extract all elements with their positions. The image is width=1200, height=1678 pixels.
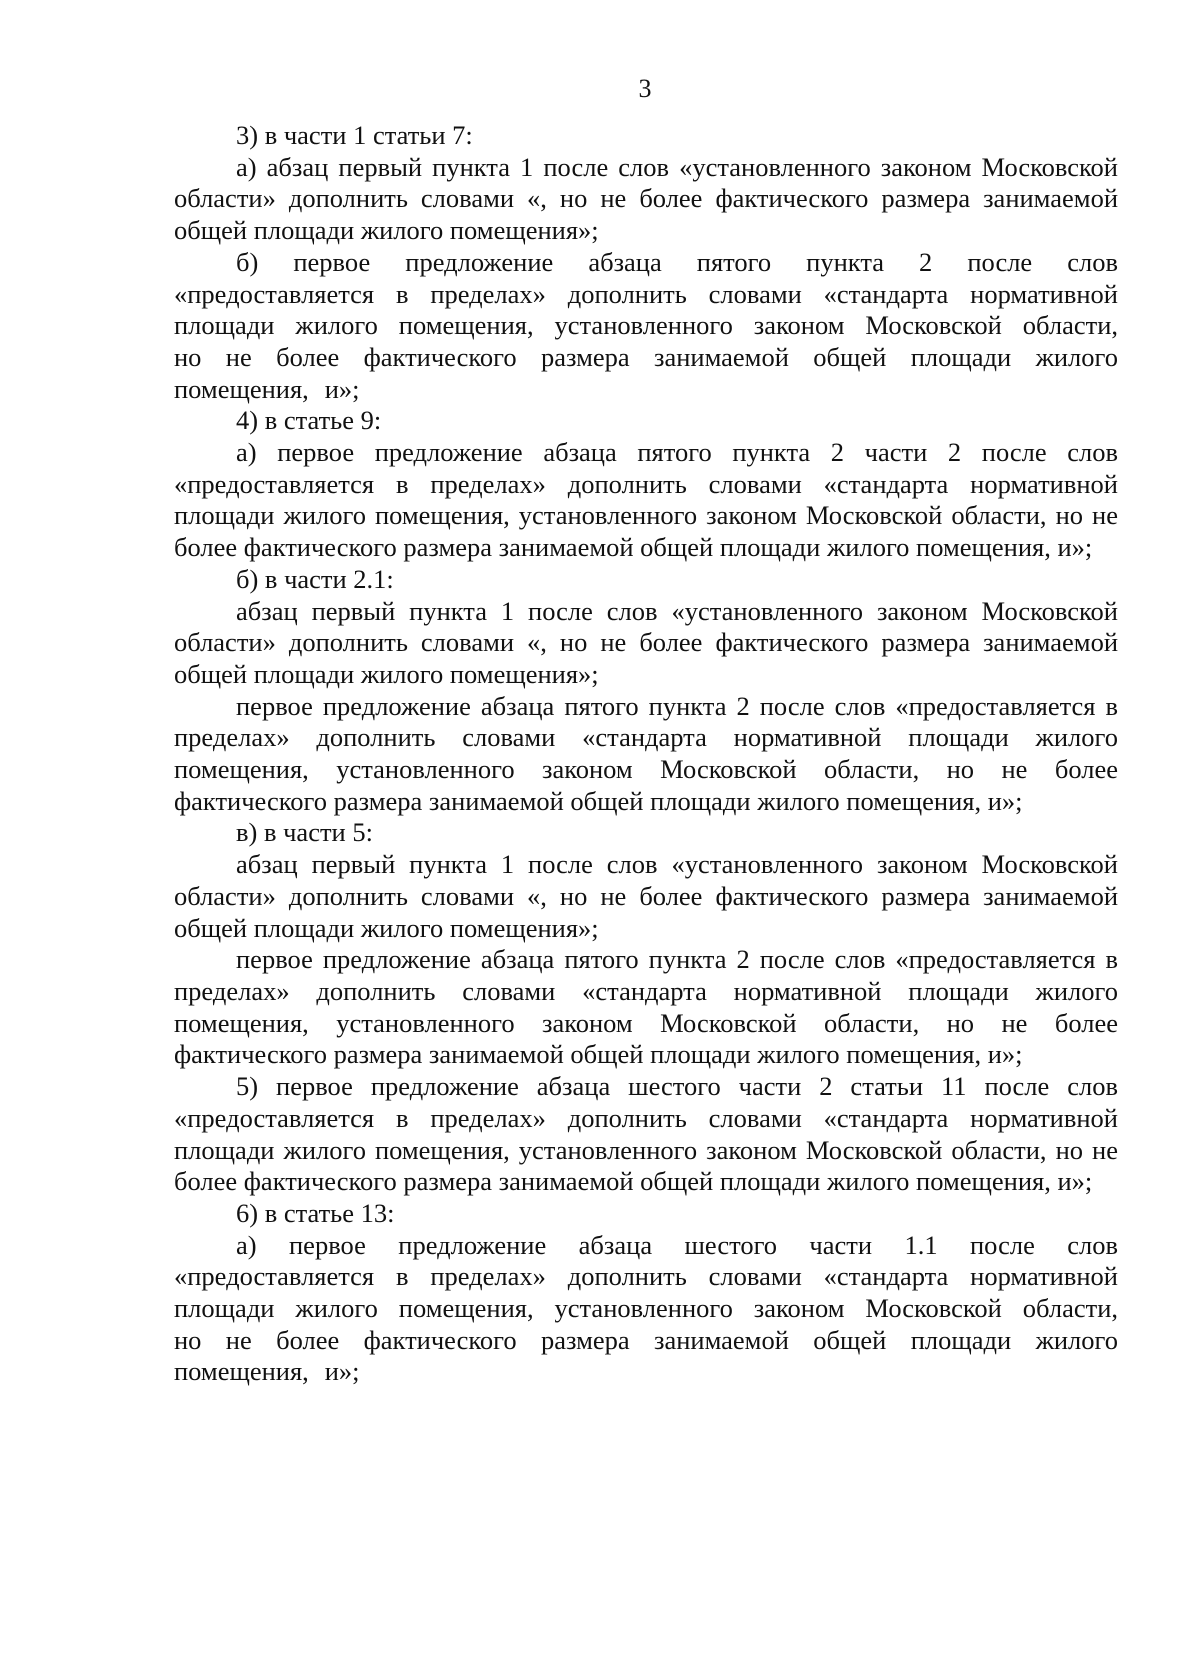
paragraph-item-4a: а) первое предложение абзаца пятого пункта 2 части 2 после слов «предоставляется в пределах» дополнить словами «стандарта нормативной площади жилого помещения, установленного законом Московской области, но не более фактического размера занимаемой общей площади жилого помещения, и»; bbox=[174, 437, 1118, 563]
paragraph-item-4v-2: первое предложение абзаца пятого пункта 2 после слов «предоставляется в пределах» дополнить словами «стандарта нормативной площади жилого помещения, установленного законом Московской области, но не более фактического размера занимаемой общей площади жилого помещения, и»; bbox=[174, 944, 1118, 1070]
document-body bbox=[174, 120, 1118, 1388]
paragraph-item-4-heading: 4) в статье 9: bbox=[236, 405, 382, 436]
paragraph-item-4v-heading: в) в части 5: bbox=[236, 817, 373, 848]
paragraph-item-3a: а) абзац первый пункта 1 после слов «установленного законом Московской области» дополнить словами «, но не более фактического размера занимаемой общей площади жилого помещения»; bbox=[174, 151, 1118, 246]
paragraph-item-6a: а) первое предложение абзаца шестого части 1.1 после слов «предоставляется в пределах» дополнить словами «стандарта нормативной площади жилого помещения, установленного законом Московской области, но не более фактического размера занимаемой общей площади жилого помещения, и»; bbox=[174, 1229, 1118, 1387]
paragraph-item-4b-heading: б) в части 2.1: bbox=[236, 563, 394, 594]
paragraph-item-4b-1: абзац первый пункта 1 после слов «установленного законом Московской области» дополнить словами «, но не более фактического размера занимаемой общей площади жилого помещения»; bbox=[174, 595, 1118, 689]
paragraph-item-4v-1: абзац первый пункта 1 после слов «установленного законом Московской области» дополнить словами «, но не более фактического размера занимаемой общей площади жилого помещения»; bbox=[174, 849, 1118, 943]
paragraph-item-3-heading: 3) в части 1 статьи 7: bbox=[236, 120, 473, 150]
paragraph-item-3b: б) первое предложение абзаца пятого пункта 2 после слов «предоставляется в пределах» дополнить словами «стандарта нормативной площади жилого помещения, установленного законом Московской области, но не более фактического размера занимаемой общей площади жилого помещения, и»; bbox=[174, 246, 1118, 404]
paragraph-item-4b-2: первое предложение абзаца пятого пункта 2 после слов «предоставляется в пределах» дополнить словами «стандарта нормативной площади жилого помещения, установленного законом Московской области, но не более фактического размера занимаемой общей площади жилого помещения, и»; bbox=[174, 690, 1118, 816]
paragraph-item-5: 5) первое предложение абзаца шестого части 2 статьи 11 после слов «предоставляется в пределах» дополнить словами «стандарта нормативной площади жилого помещения, установленного законом Московской области, но не более фактического размера занимаемой общей площади жилого помещения, и»; bbox=[174, 1071, 1118, 1197]
paragraph-item-6-heading: 6) в статье 13: bbox=[236, 1197, 395, 1228]
page-number: 3 bbox=[638, 74, 652, 103]
